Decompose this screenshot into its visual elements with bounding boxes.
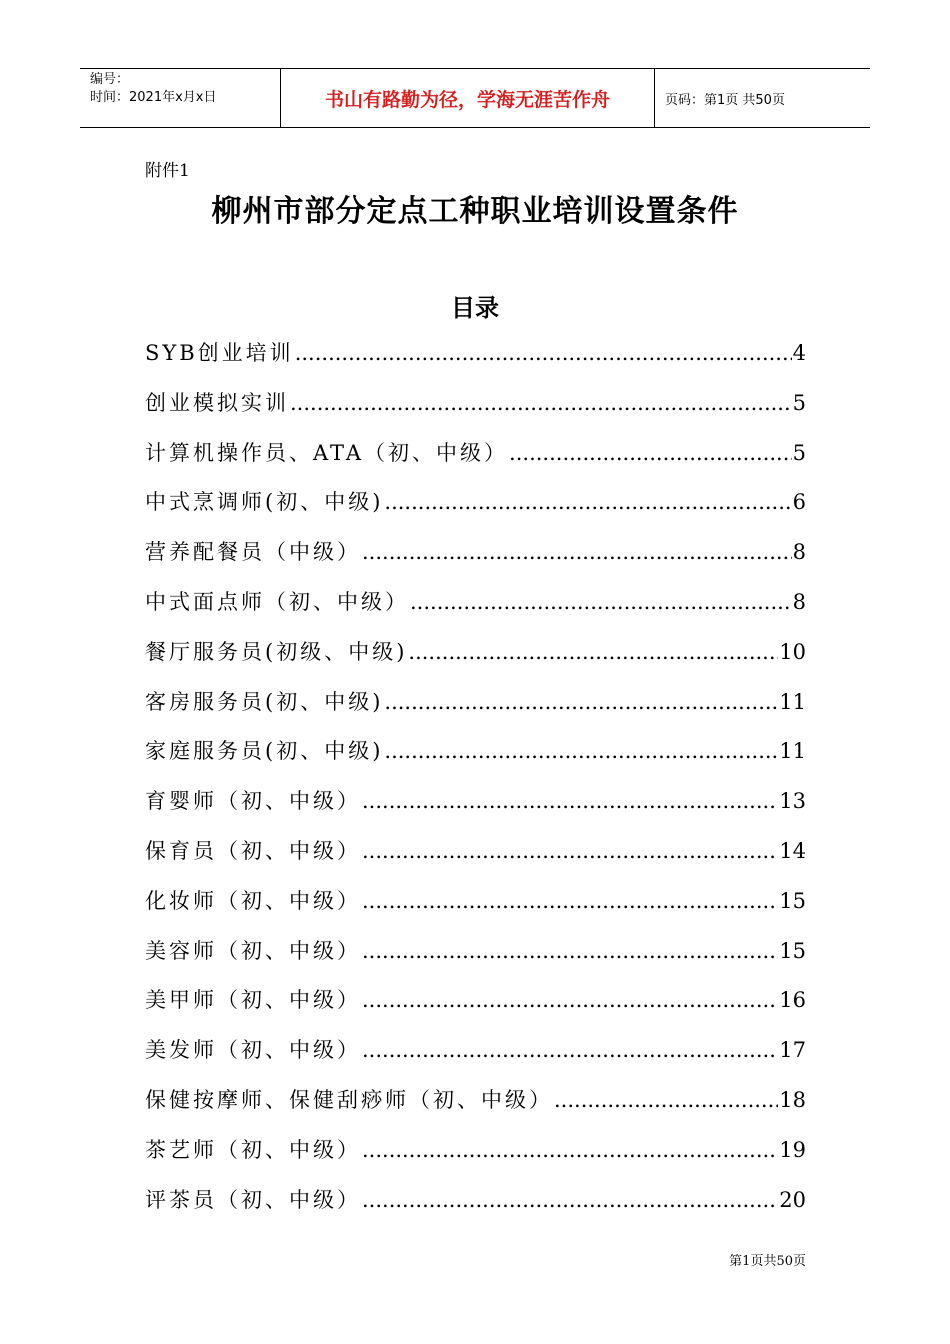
toc-entry-label: 美甲师（初、中级） [145, 988, 361, 1013]
toc-leader-dots [384, 739, 778, 763]
toc-entry-label: 餐厅服务员(初级、中级) [145, 639, 408, 664]
toc-leader-dots [362, 540, 792, 564]
header-page-info: 页码：第1页 共50页 [665, 92, 785, 108]
toc-leader-dots [509, 441, 792, 465]
toc-entry-page: 15 [779, 938, 806, 963]
header-motto: 书山有路勤为径，学海无涯苦作舟 [281, 69, 655, 127]
toc-entry-label: 家庭服务员(初、中级) [145, 739, 384, 764]
toc-entry-label: 保健按摩师、保健刮痧师（初、中级） [145, 1087, 553, 1112]
toc-entry-label: 客房服务员(初、中级) [145, 689, 384, 714]
toc-entry[interactable] [145, 835, 806, 885]
toc-entry[interactable] [145, 586, 806, 636]
toc-entry-label: 营养配餐员（中级） [145, 540, 361, 565]
toc-leader-dots [362, 889, 778, 913]
toc-leader-dots [290, 391, 792, 415]
toc-entry-page: 5 [792, 440, 806, 465]
toc-leader-dots [362, 789, 778, 813]
toc-entry-page: 19 [779, 1137, 806, 1162]
toc-entry-label: 育婴师（初、中级） [145, 789, 361, 814]
toc-leader-dots [362, 1038, 778, 1062]
toc-entry-page: 16 [779, 988, 806, 1013]
toc-entry-page: 20 [779, 1187, 806, 1212]
toc-entry[interactable] [145, 636, 806, 686]
toc-entry-page: 15 [779, 888, 806, 913]
toc-leader-dots [295, 341, 792, 365]
toc-entry[interactable] [145, 686, 806, 736]
toc-entry-page: 14 [779, 838, 806, 863]
toc-entry[interactable] [145, 1084, 806, 1134]
toc-entry-label: 中式面点师（初、中级） [145, 589, 409, 614]
toc-entry[interactable] [145, 437, 806, 487]
toc-entry[interactable] [145, 984, 806, 1034]
toc-leader-dots [410, 590, 792, 614]
toc-entry-label: 美发师（初、中级） [145, 1038, 361, 1063]
document-title: 柳州市部分定点工种职业培训设置条件 [211, 194, 739, 229]
toc-leader-dots [362, 988, 778, 1012]
toc-entry[interactable] [145, 1134, 806, 1184]
toc-entry[interactable] [145, 735, 806, 785]
toc-entry-page: 8 [792, 589, 806, 614]
toc-entry-label: SYB创业培训 [145, 341, 294, 365]
toc-leader-dots [362, 1188, 778, 1212]
toc-entry-page: 13 [779, 789, 806, 814]
toc-entry[interactable] [145, 935, 806, 985]
toc-entry-page: 4 [792, 341, 806, 365]
toc-leader-dots [384, 490, 791, 514]
toc-entry-page: 18 [779, 1087, 806, 1112]
header-meta [80, 69, 281, 127]
attachment-label: 附件1 [145, 161, 190, 181]
toc-entry[interactable] [145, 536, 806, 586]
toc-entry-label: 保育员（初、中级） [145, 838, 361, 863]
page-footer: 第1页共50页 [729, 1254, 806, 1269]
page-header [80, 68, 870, 128]
toc-entry-label: 创业模拟实训 [145, 390, 289, 415]
toc-entry-label: 计算机操作员、ATA（初、中级） [145, 440, 509, 465]
toc-leader-dots [554, 1088, 778, 1112]
toc-entry-label: 美容师（初、中级） [145, 938, 361, 963]
header-number: 编号： [90, 72, 130, 87]
toc-entry[interactable] [145, 486, 806, 536]
toc-entry-page: 11 [779, 689, 806, 714]
toc-entry[interactable] [145, 885, 806, 935]
toc-entry-label: 化妆师（初、中级） [145, 888, 361, 913]
toc-leader-dots [362, 839, 778, 863]
toc-entry-page: 5 [792, 390, 806, 415]
table-of-contents [145, 337, 806, 1233]
toc-entry-label: 评茶员（初、中级） [145, 1187, 361, 1212]
header-time: 时间：2021年x月x日 [90, 90, 217, 105]
toc-entry[interactable] [145, 337, 806, 387]
toc-entry-page: 17 [779, 1038, 806, 1063]
toc-entry-page: 8 [792, 540, 806, 565]
toc-entry-page: 10 [779, 639, 806, 664]
toc-entry[interactable] [145, 1034, 806, 1084]
toc-entry[interactable] [145, 387, 806, 437]
toc-entry-page: 11 [779, 739, 806, 764]
toc-entry-page: 6 [792, 490, 806, 515]
toc-leader-dots [362, 939, 778, 963]
toc-entry[interactable] [145, 785, 806, 835]
toc-leader-dots [362, 1138, 778, 1162]
toc-leader-dots [384, 690, 778, 714]
toc-entry-label: 中式烹调师(初、中级) [145, 490, 384, 515]
toc-title: 目录 [451, 293, 499, 322]
toc-leader-dots [408, 640, 778, 664]
toc-entry-label: 茶艺师（初、中级） [145, 1137, 361, 1162]
toc-entry[interactable] [145, 1184, 806, 1234]
